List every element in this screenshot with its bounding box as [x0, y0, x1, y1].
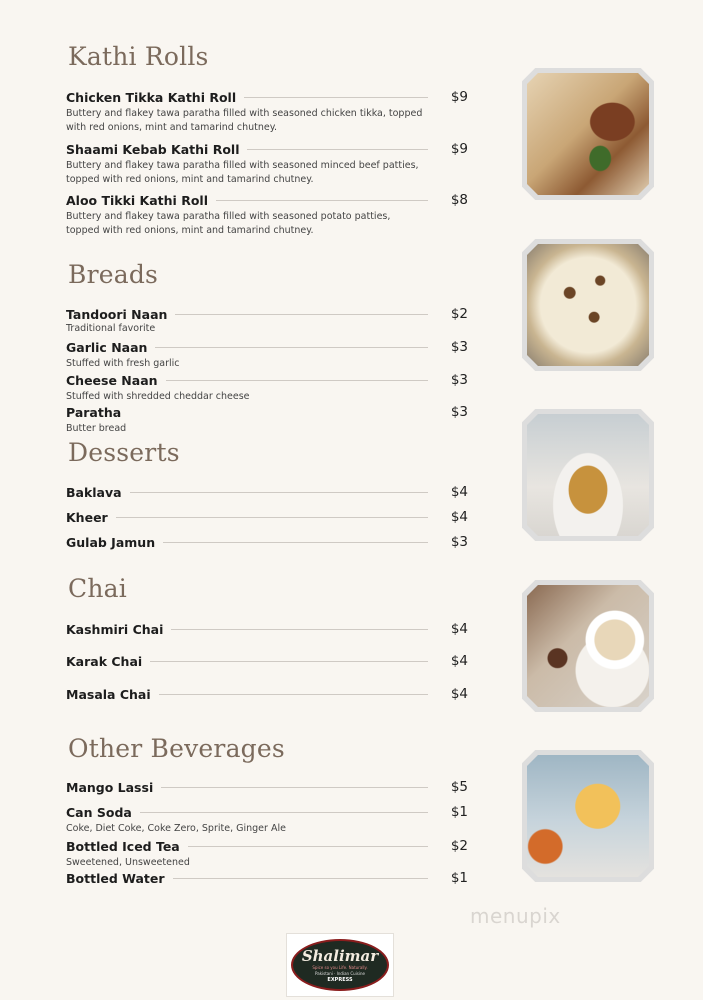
item-price: $3 [450, 534, 468, 550]
item-name: Kashmiri Chai [66, 621, 164, 637]
item-price: $2 [450, 838, 468, 854]
logo-tagline: Spice so you Life. Naturally. [312, 965, 368, 970]
kathi-roll-photo [522, 68, 654, 200]
item-name: Aloo Tikki Kathi Roll [66, 192, 208, 208]
menu-item-paratha [66, 404, 468, 436]
item-price: $4 [450, 509, 468, 525]
leader-line [188, 846, 428, 847]
logo-brand: Shalimar [301, 947, 379, 965]
leader-line [171, 629, 428, 630]
menu-item-karak-chai [66, 653, 468, 669]
chai-photo [522, 580, 654, 712]
item-name: Bottled Water [66, 870, 165, 886]
section-title-other-beverages: Other Beverages [68, 734, 285, 763]
leader-line [155, 347, 428, 348]
item-description: Coke, Diet Coke, Coke Zero, Sprite, Ginger Ale [66, 823, 286, 834]
item-description: Buttery and flakey tawa paratha filled with seasoned potato patties, topped with red onions, mint and tamarind chutney. [66, 211, 391, 236]
item-name: Cheese Naan [66, 372, 158, 388]
item-price: $3 [450, 404, 468, 420]
leader-line [216, 200, 428, 201]
menu-item-kheer [66, 509, 468, 525]
section-title-breads: Breads [68, 260, 159, 289]
leader-line [116, 517, 428, 518]
baklava-photo [522, 409, 654, 541]
menu-item-baklava [66, 484, 468, 500]
menu-item-aloo-tikki-kathi-roll [66, 192, 468, 238]
item-price: $3 [450, 339, 468, 355]
leader-line [173, 878, 428, 879]
item-name: Masala Chai [66, 686, 151, 702]
item-price: $4 [450, 484, 468, 500]
item-price: $4 [450, 621, 468, 637]
item-description: Sweetened, Unsweetened [66, 857, 190, 868]
item-name: Karak Chai [66, 653, 143, 669]
logo-express: EXPRESS [327, 977, 353, 983]
item-description: Stuffed with shredded cheddar cheese [66, 391, 250, 402]
menu-item-chicken-tikka-kathi-roll [66, 89, 468, 135]
item-price: $9 [450, 141, 468, 157]
item-name: Kheer [66, 509, 108, 525]
item-price: $4 [450, 653, 468, 669]
item-description: Traditional favorite [66, 323, 156, 334]
menu-item-can-soda [66, 804, 468, 836]
menu-item-garlic-naan [66, 339, 468, 371]
item-price: $9 [450, 89, 468, 105]
section-title-desserts: Desserts [68, 438, 180, 467]
item-price: $1 [450, 870, 468, 886]
item-name: Garlic Naan [66, 339, 148, 355]
item-price: $4 [450, 686, 468, 702]
item-name: Can Soda [66, 804, 132, 820]
leader-line [244, 97, 428, 98]
leader-line [130, 492, 428, 493]
leader-line [163, 542, 428, 543]
item-description: Butter bread [66, 423, 127, 434]
leader-line [140, 812, 428, 813]
item-price: $8 [450, 192, 468, 208]
mango-lassi-photo [522, 750, 654, 882]
logo-oval [291, 939, 389, 991]
item-price: $3 [450, 372, 468, 388]
item-name: Paratha [66, 404, 122, 420]
leader-line [159, 694, 428, 695]
leader-line [166, 380, 428, 381]
naan-photo [522, 239, 654, 371]
item-description: Stuffed with fresh garlic [66, 358, 180, 369]
item-price: $2 [450, 306, 468, 322]
item-description: Buttery and flakey tawa paratha filled with seasoned minced beef patties, topped with red onions, mint and tamarind chutney. [66, 160, 419, 185]
logo-subtitle: Pakistani · Indian Cuisine [315, 971, 365, 976]
menu-item-bottled-water [66, 870, 468, 886]
menu-item-cheese-naan [66, 372, 468, 404]
menu-item-tandoori-naan [66, 306, 468, 336]
menu-item-bottled-iced-tea [66, 838, 468, 870]
menu-item-masala-chai [66, 686, 468, 702]
leader-line [247, 149, 428, 150]
menu-item-shaami-kebab-kathi-roll [66, 141, 468, 187]
menu-item-kashmiri-chai [66, 621, 468, 637]
item-price: $1 [450, 804, 468, 820]
section-title-chai: Chai [68, 574, 127, 603]
menupix-watermark: menupix [470, 904, 561, 928]
leader-line [161, 787, 428, 788]
item-name: Shaami Kebab Kathi Roll [66, 141, 240, 157]
leader-line [150, 661, 428, 662]
item-name: Bottled Iced Tea [66, 838, 180, 854]
item-price: $5 [450, 779, 468, 795]
leader-line [175, 314, 428, 315]
item-name: Baklava [66, 484, 122, 500]
item-name: Chicken Tikka Kathi Roll [66, 89, 237, 105]
item-name: Mango Lassi [66, 779, 154, 795]
item-description: Buttery and flakey tawa paratha filled with seasoned chicken tikka, topped with red onions, mint and tamarind chutney. [66, 108, 423, 133]
shalimar-logo [286, 933, 394, 997]
menu-item-gulab-jamun [66, 534, 468, 550]
menu-item-mango-lassi [66, 779, 468, 795]
section-title-kathi-rolls: Kathi Rolls [68, 42, 209, 71]
item-name: Gulab Jamun [66, 534, 156, 550]
item-name: Tandoori Naan [66, 306, 168, 322]
